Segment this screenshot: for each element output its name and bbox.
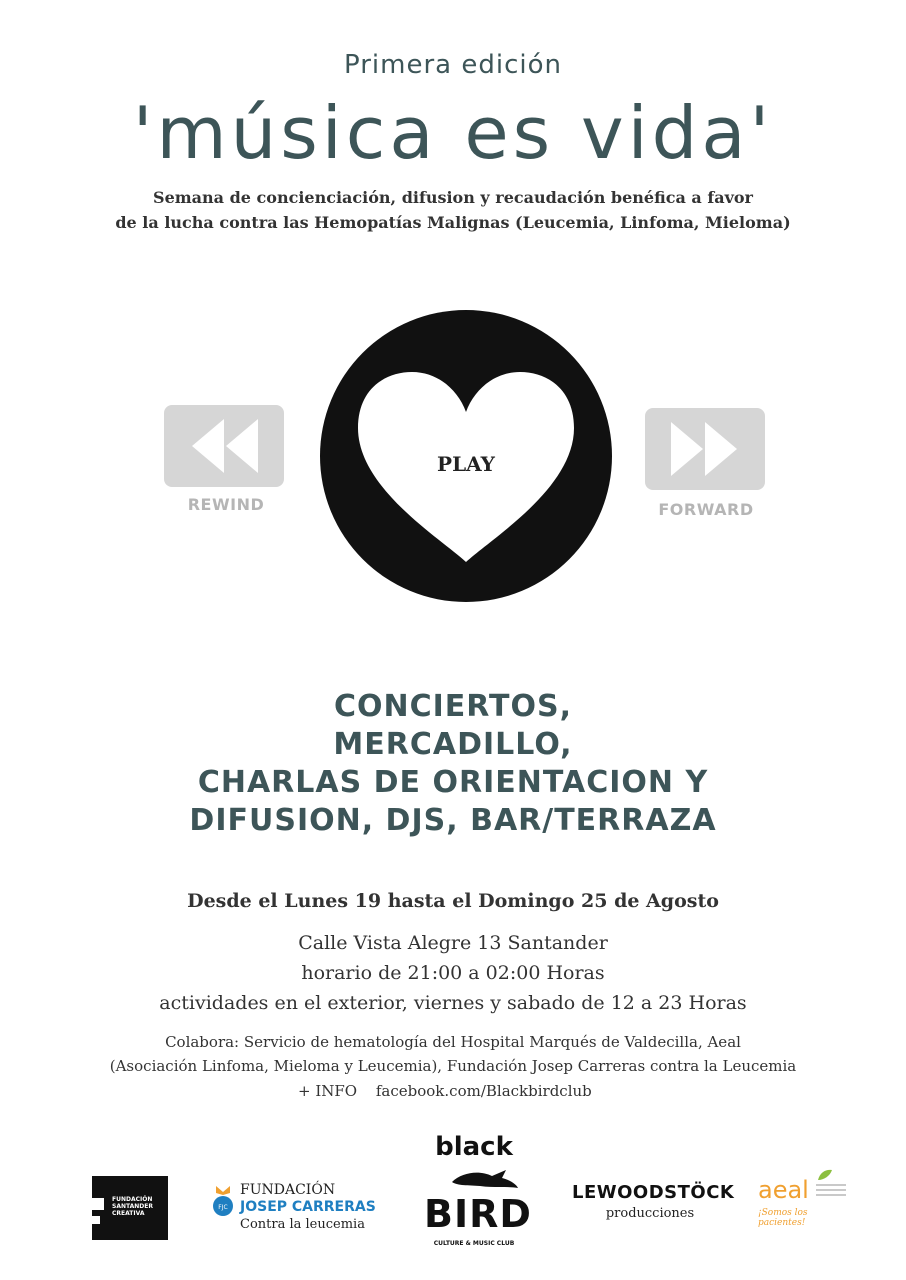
activity-conciertos: CONCIERTOS, xyxy=(333,689,573,724)
aeal-name: aeal xyxy=(758,1176,809,1204)
activity-charlas: CHARLAS DE ORIENTACION Y xyxy=(197,765,709,800)
aeal-logo xyxy=(758,1168,854,1228)
event-location-block xyxy=(0,928,906,1018)
event-subtitle xyxy=(0,185,906,235)
blackbird-bottom: BIRD xyxy=(424,1192,532,1236)
rewind-button xyxy=(164,405,284,487)
event-title: 'música es vida' xyxy=(132,91,774,175)
more-info xyxy=(298,1082,592,1100)
carreras-line-2: JOSEP CARRERAS xyxy=(240,1199,376,1215)
bird-icon xyxy=(450,1166,520,1192)
carreras-ribbon-icon xyxy=(212,1184,234,1220)
forward-label: FORWARD xyxy=(658,500,754,519)
activities-list xyxy=(0,688,906,840)
santander-line-1: FUNDACIÓN xyxy=(112,1196,153,1203)
blackbird-top: black xyxy=(435,1132,513,1162)
lewoodstock-sub: producciones xyxy=(605,1206,695,1221)
aeal-small-text xyxy=(816,1184,846,1202)
event-dates: Desde el Lunes 19 hasta el Domingo 25 de Agosto xyxy=(187,890,719,912)
facebook-link[interactable]: facebook.com/Blackbirdclub xyxy=(375,1082,592,1100)
blackbird-tagline: CULTURE & MUSIC CLUB xyxy=(433,1240,515,1247)
lewoodstock-name: LEWOODSTÖCK xyxy=(572,1182,735,1203)
rewind-icon xyxy=(164,405,284,487)
collaborators-text xyxy=(0,1030,906,1078)
rewind-label: REWIND xyxy=(187,495,265,514)
santander-creativa-logo xyxy=(92,1176,168,1240)
collaborators-line-2: (Asociación Linfoma, Mieloma y Leucemia), Fundación Josep Carreras contra la Leucemia xyxy=(109,1057,797,1075)
josep-carreras-logo xyxy=(210,1182,410,1242)
activity-mercadillo: MERCADILLO, xyxy=(333,727,573,762)
lewoodstock-logo xyxy=(572,1182,735,1232)
more-info-label: + INFO xyxy=(298,1082,358,1100)
blackbird-logo xyxy=(424,1132,534,1266)
carreras-line-1: FUNDACIÓN xyxy=(240,1182,336,1198)
event-address: Calle Vista Alegre 13 Santander xyxy=(298,932,608,954)
forward-icon xyxy=(645,408,765,490)
collaborators-line-1: Colabora: Servicio de hematología del Hospital Marqués de Valdecilla, Aeal xyxy=(165,1033,741,1051)
svg-text:FJC: FJC xyxy=(218,1204,228,1211)
media-player-graphic xyxy=(0,300,906,610)
subtitle-line-1: Semana de concienciación, difusion y recaudación benéfica a favor xyxy=(153,188,753,207)
activity-difusion: DIFUSION, DJS, BAR/TERRAZA xyxy=(189,803,717,838)
subtitle-line-2: de la lucha contra las Hemopatías Malignas (Leucemia, Linfoma, Mieloma) xyxy=(115,213,791,232)
aeal-tagline: ¡Somos los pacientes! xyxy=(758,1208,808,1228)
forward-button xyxy=(645,408,765,490)
edition-label: Primera edición xyxy=(344,50,562,80)
event-outdoor-hours: actividades en el exterior, viernes y sabado de 12 a 23 Horas xyxy=(159,992,747,1014)
play-label: PLAY xyxy=(437,452,495,476)
event-hours: horario de 21:00 a 02:00 Horas xyxy=(301,962,605,984)
aeal-leaf-icon xyxy=(816,1168,834,1182)
santander-line-2: SANTANDER xyxy=(112,1203,153,1210)
santander-line-3: CREATIVA xyxy=(112,1210,145,1217)
carreras-line-3: Contra la leucemia xyxy=(240,1217,365,1232)
